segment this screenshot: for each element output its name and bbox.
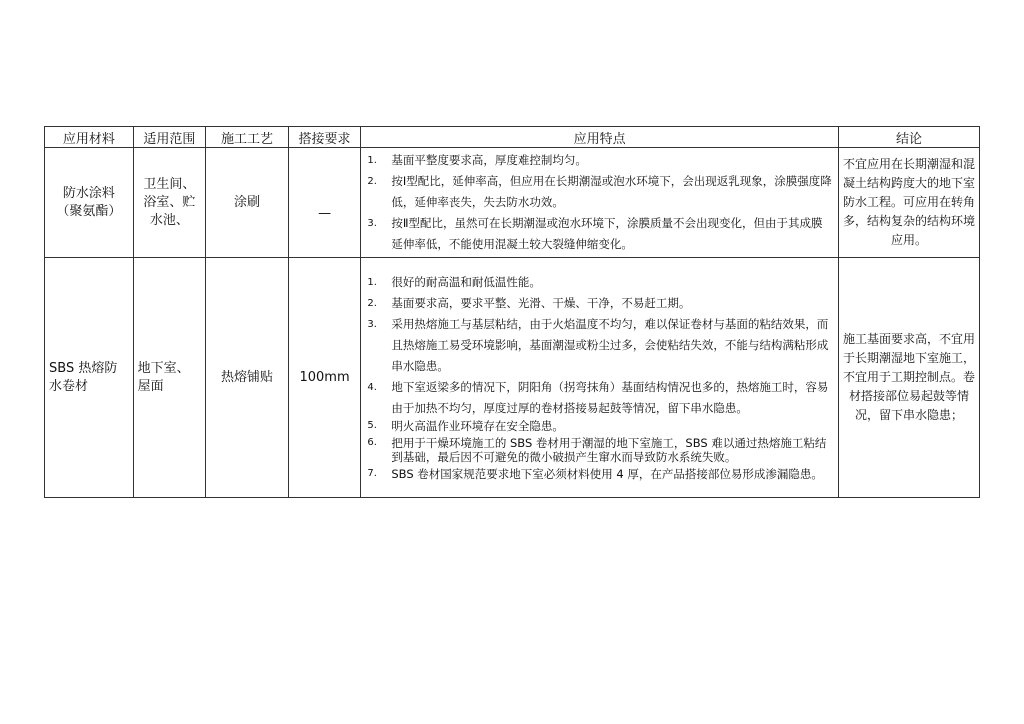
list-item: 3. 采用热熔施工与基层粘结，由于火焰温度不均匀，难以保证卷材与基面的粘结效果，而且热熔施工易受环境影响，基面潮湿或粉尘过多，会使粘结失效，不能与结构满粘形成串水隐患。	[367, 317, 829, 373]
scope-cell	[133, 148, 206, 258]
process-cell	[206, 258, 289, 498]
conclusion-text: 施工基面要求高，不宜用于长期潮湿地下室施工，不宜用于工期控制点。卷材搭接部位易起鼓等情况，留下串水隐患；	[842, 332, 975, 422]
list-item: 4. 地下室返梁多的情况下，阴阳角（拐弯抹角）基面结构情况也多的，热熔施工时，容易由于加热不均匀，厚度过厚的卷材搭接易起鼓等情况，留下串水隐患。	[367, 380, 829, 415]
overlap-text: —	[318, 205, 332, 221]
header-material: 应用材料	[45, 127, 134, 148]
list-item: 1. 很好的耐高温和耐低温性能。	[367, 275, 541, 289]
features-list	[361, 148, 838, 257]
header-row	[45, 127, 980, 148]
table-row	[45, 258, 980, 498]
header-overlap: 搭接要求	[288, 127, 361, 148]
overlap-text: 100mm	[299, 369, 350, 385]
header-conclusion: 结论	[838, 127, 979, 148]
list-item: 2. 基面要求高，要求平整、光滑、干燥、干净，不易赶工期。	[367, 296, 691, 310]
features-list	[361, 270, 838, 419]
header-features: 应用特点	[361, 127, 839, 148]
overlap-cell	[288, 148, 361, 258]
features-list	[361, 419, 838, 485]
table-row	[45, 148, 980, 258]
list-item: 7. SBS 卷材国家规范要求地下室必须材料使用 4 厚，在产品搭接部位易形成渗漏隐患。	[367, 466, 823, 481]
conclusion-cell	[838, 148, 979, 258]
scope-cell	[133, 258, 206, 498]
list-item: 5. 明火高温作业环境存在安全隐患。	[367, 419, 564, 433]
overlap-cell	[288, 258, 361, 498]
conclusion-text: 不宜应用在长期潮湿和混凝土结构跨度大的地下室防水工程。可应用在转角多，结构复杂的结构环境应用。	[842, 157, 975, 247]
conclusion-cell	[838, 258, 979, 498]
material-cell	[45, 258, 134, 498]
list-item: 1. 基面平整度要求高，厚度难控制均匀。	[367, 153, 587, 167]
list-item: 2. 按Ⅰ型配比，延伸率高，但应用在长期潮湿或泡水环境下，会出现返乳现象，涂膜强度降低，延伸率丧失，失去防水功效。	[367, 174, 832, 209]
material-text: SBS 热熔防水卷材	[49, 360, 118, 394]
material-cell	[45, 148, 134, 258]
header-scope: 适用范围	[133, 127, 206, 148]
process-cell	[206, 148, 289, 258]
process-text: 热熔铺贴	[220, 369, 273, 385]
process-text: 涂刷	[233, 194, 260, 210]
material-text: 防水涂料（聚氨酯）	[56, 185, 122, 219]
list-item: 6. 把用于干燥环境施工的 SBS 卷材用于潮湿的地下室施工，SBS 难以通过热熔施工粘结到基础，最后因不可避免的微小破损产生窜水而导致防水系统失败。	[367, 435, 827, 464]
spec-table	[44, 126, 980, 498]
scope-text: 卫生间、浴室、贮水池、	[143, 176, 196, 228]
header-process: 施工工艺	[206, 127, 289, 148]
features-cell	[361, 148, 839, 258]
scope-text: 地下室、屋面	[137, 360, 190, 394]
features-cell	[361, 258, 839, 498]
list-item: 3. 按Ⅱ型配比，虽然可在长期潮湿或泡水环境下，涂膜质量不会出现变化，但由于其成膜延伸率低，不能使用混凝土较大裂缝伸缩变化。	[367, 216, 823, 251]
